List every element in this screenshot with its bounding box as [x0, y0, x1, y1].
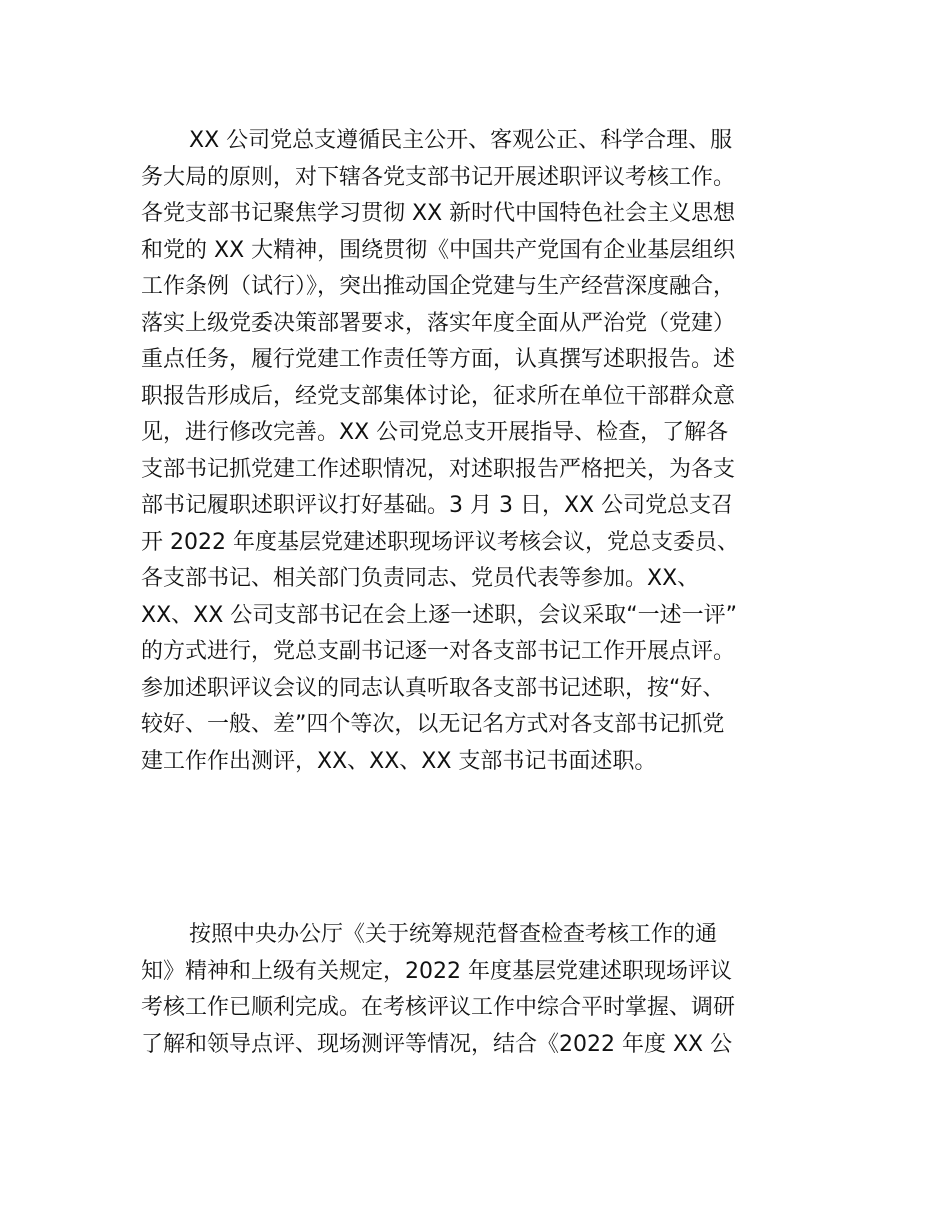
- text-line: 建工作作出测评，XX、XX、XX 支部书记书面述职。: [141, 748, 657, 774]
- text-line: 落实上级党委决策部署要求，落实年度全面从严治党（党建）: [141, 310, 736, 336]
- text-line: 参加述职评议会议的同志认真听取各支部书记述职，按“好、: [141, 675, 725, 701]
- text-line: 的方式进行，党总支副书记逐一对各支部书记工作开展点评。: [141, 639, 736, 664]
- text-line: 知》精神和上级有关规定，2022 年度基层党建述职现场评议: [141, 958, 732, 984]
- text-line: 工作条例（试行）》，突出推动国企党建与生产经营深度融合，: [141, 274, 736, 299]
- text-line: 职报告形成后，经党支部集体讨论，征求所在单位干部群众意: [141, 383, 736, 409]
- text-line: 了解和领导点评、现场测评等情况，结合《2022 年度 XX 公: [141, 1031, 733, 1057]
- text-line: 部书记履职述职评议打好基础。3 月 3 日，XX 公司党总支召: [141, 493, 734, 518]
- text-line: XX 公司党总支遵循民主公开、客观公正、科学合理、服: [189, 128, 733, 153]
- text-line: 各支部书记、相关部门负责同志、党员代表等参加。XX、: [141, 566, 700, 591]
- text-line: 按照中央办公厅《关于统筹规范督查检查考核工作的通: [189, 922, 718, 947]
- text-line: 考核工作已顺利完成。在考核评议工作中综合平时掌握、调研: [141, 995, 736, 1020]
- text-line: XX、XX 公司支部书记在会上逐一述职，会议采取“一述一评”: [141, 602, 738, 628]
- text-line: 开 2022 年度基层党建述职现场评议考核会议，党总支委员、: [141, 529, 739, 555]
- paragraph-1: [141, 123, 841, 780]
- text-line: 较好、一般、差”四个等次，以无记名方式对各支部书记抓党: [141, 712, 725, 737]
- text-line: 各党支部书记聚焦学习贯彻 XX 新时代中国特色社会主义思想: [141, 201, 736, 226]
- text-line: 和党的 XX 大精神，围绕贯彻《中国共产党国有企业基层组织: [141, 237, 736, 263]
- text-line: 重点任务，履行党建工作责任等方面，认真撰写述职报告。述: [141, 347, 736, 372]
- text-line: 支部书记抓党建工作述职情况，对述职报告严格把关，为各支: [141, 456, 736, 482]
- paragraph-2: [141, 917, 841, 1063]
- text-line: 务大局的原则，对下辖各党支部书记开展述职评议考核工作。: [141, 164, 736, 190]
- text-line: 见，进行修改完善。XX 公司党总支开展指导、检查，了解各: [141, 420, 729, 445]
